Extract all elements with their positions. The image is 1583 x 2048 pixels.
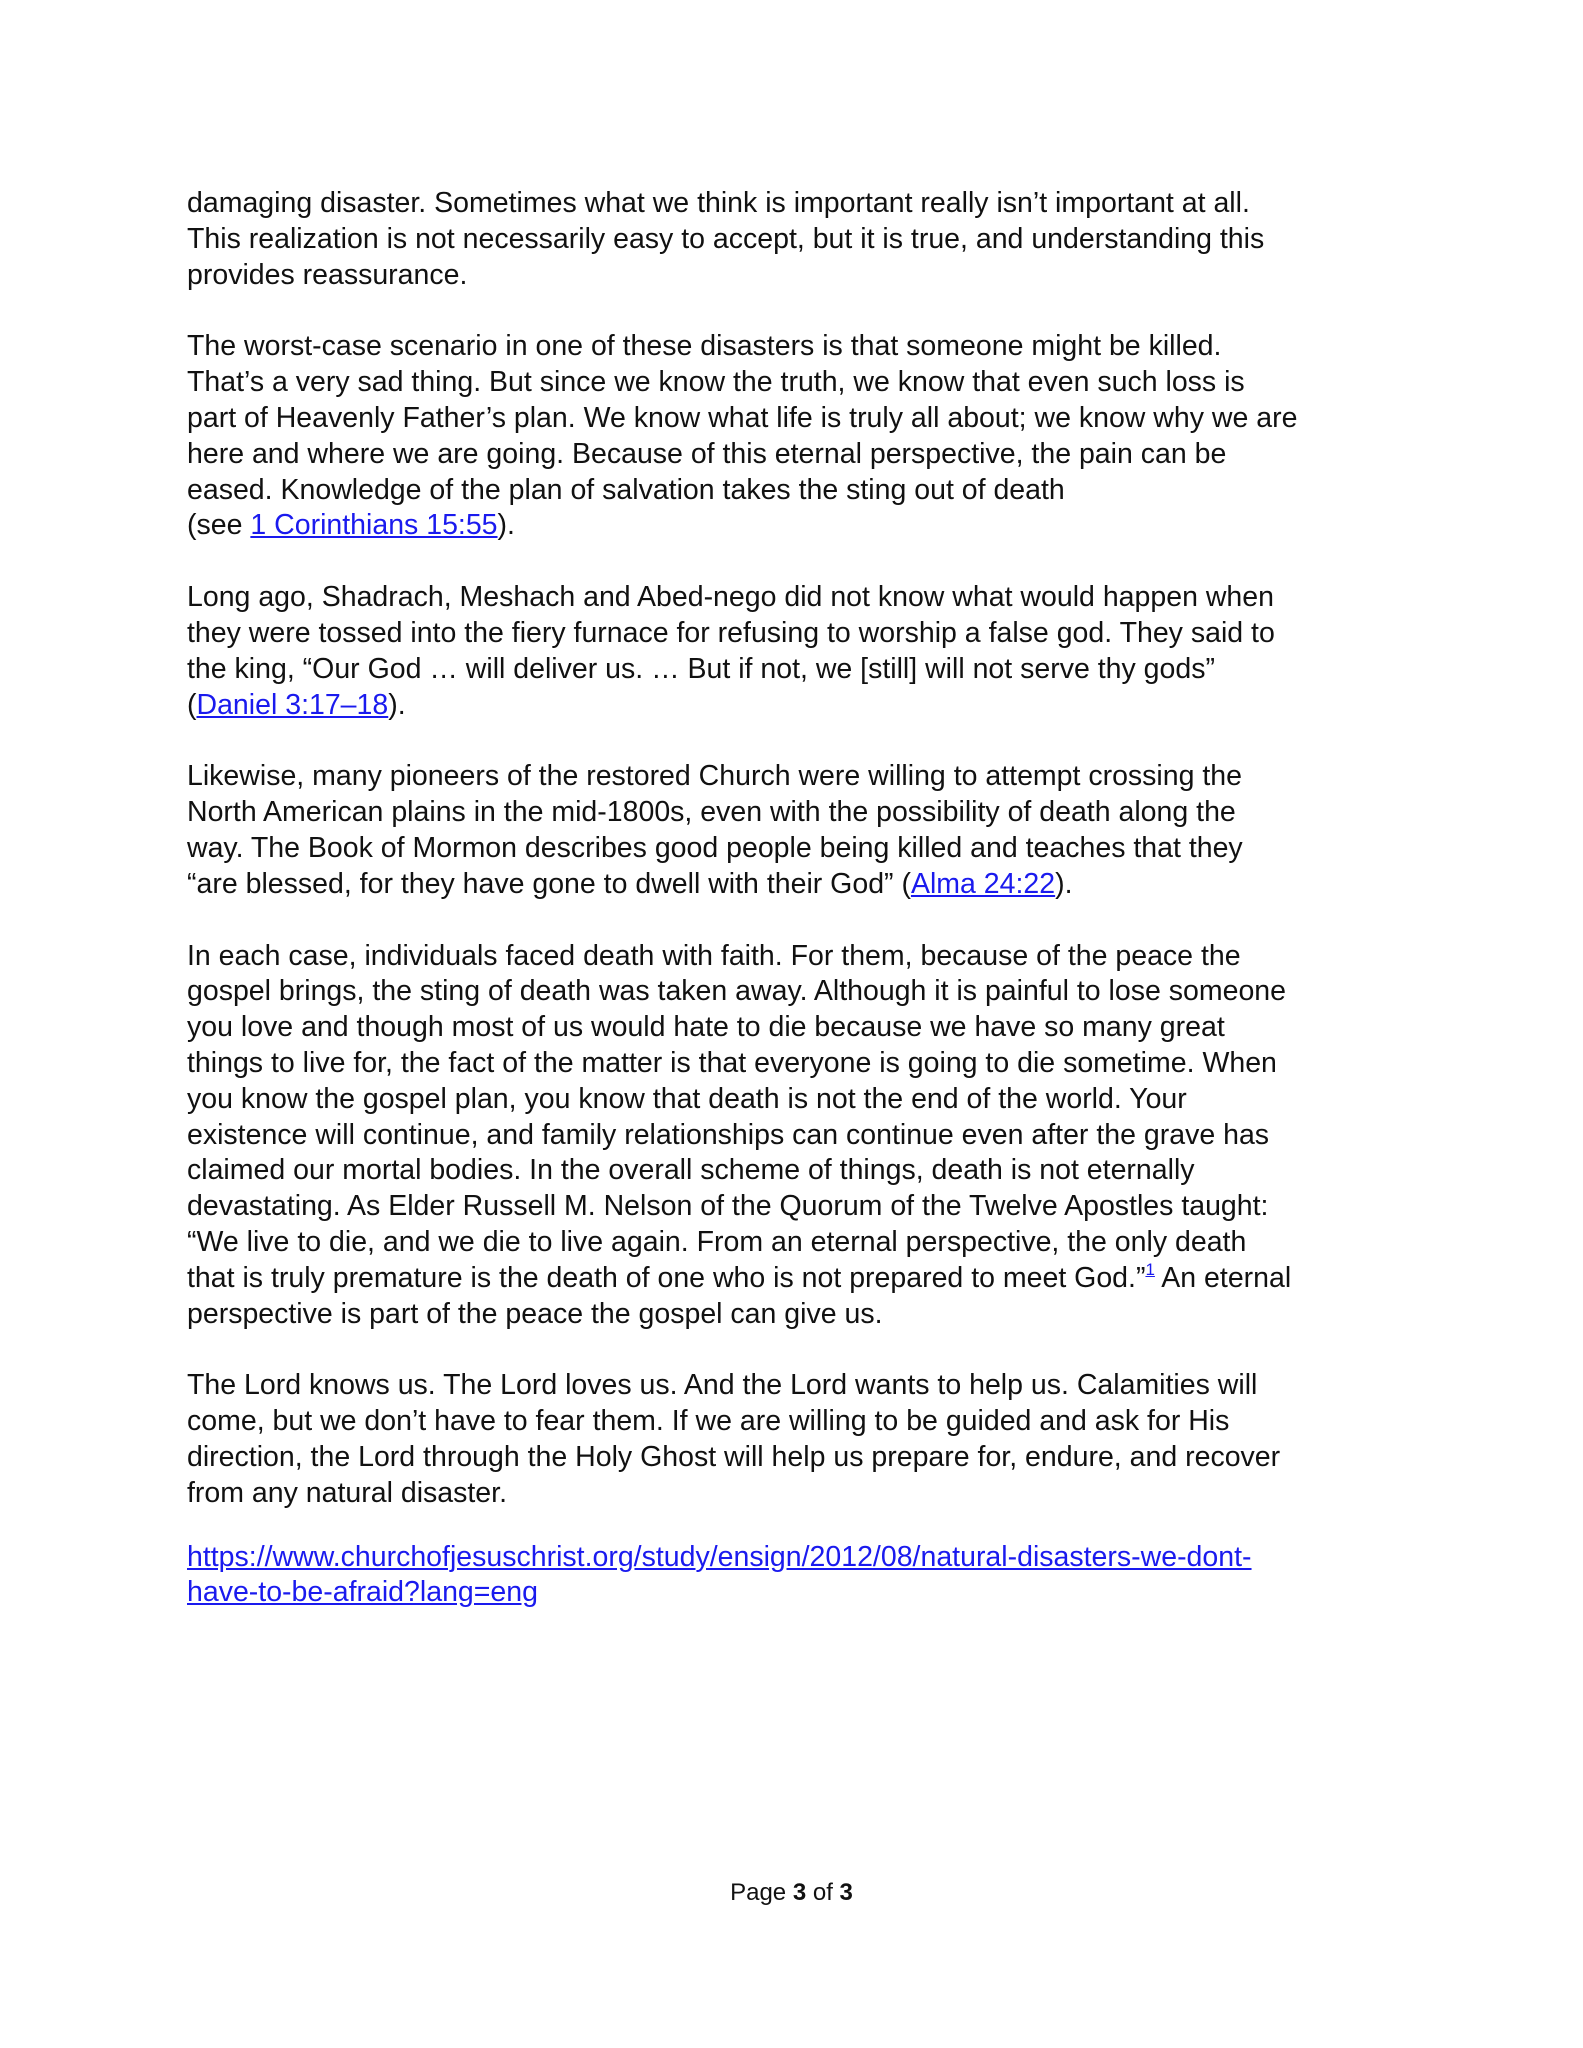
text-line: things to live for, the fact of the matter is that everyone is going to die sometime. When: [187, 1046, 1277, 1079]
text-line: The worst-case scenario in one of these disasters is that someone might be killed.: [187, 330, 1222, 363]
text-line: claimed our mortal bodies. In the overall scheme of things, death is not eternally: [187, 1154, 1195, 1187]
text-line: direction, the Lord through the Holy Ghost will help us prepare for, endure, and recover: [187, 1440, 1281, 1473]
text-line: existence will continue, and family relationships can continue even after the grave has: [187, 1118, 1270, 1151]
reference-suffix: ).: [497, 509, 515, 542]
reference-prefix: (: [187, 688, 197, 721]
text-line: provides reassurance.: [187, 258, 468, 291]
text-line: you love and though most of us would hate to die because we have so many great: [187, 1011, 1225, 1044]
text-line: from any natural disaster.: [187, 1476, 507, 1509]
footnote-line-tail: An eternal: [1154, 1261, 1292, 1294]
text-line: Likewise, many pioneers of the restored Church were willing to attempt crossing the: [187, 760, 1243, 793]
scripture-link-daniel[interactable]: Daniel 3:17–18: [196, 688, 389, 721]
text-line: you know the gospel plan, you know that death is not the end of the world. Your: [187, 1082, 1187, 1115]
text-line: perspective is part of the peace the gospel can give us.: [187, 1297, 883, 1330]
paragraph-3: [187, 580, 1427, 723]
reference-line: [187, 508, 1427, 544]
footnote-marker: [1145, 1254, 1154, 1281]
of-word: of: [812, 1879, 833, 1906]
text-line: they were tossed into the fiery furnace for refusing to worship a false god. They said to: [187, 616, 1275, 649]
text-line: eased. Knowledge of the plan of salvation takes the sting out of death: [187, 473, 1065, 506]
text-line: This realization is not necessarily easy to accept, but it is true, and understanding this: [187, 222, 1265, 255]
page-word: Page: [730, 1879, 787, 1906]
text-line: That’s a very sad thing. But since we know the truth, we know that even such loss is: [187, 366, 1245, 399]
source-url: [187, 1540, 1427, 1612]
total-pages-number: 3: [839, 1879, 853, 1906]
text-line: Long ago, Shadrach, Meshach and Abed-nego did not know what would happen when: [187, 581, 1274, 614]
reference-line: [187, 867, 1427, 903]
page-footer: [0, 1879, 1583, 1907]
reference-suffix: ).: [388, 688, 406, 721]
paragraph-2: [187, 329, 1427, 544]
text-line: gospel brings, the sting of death was taken away. Although it is painful to lose someone: [187, 975, 1286, 1008]
text-line: damaging disaster. Sometimes what we think is important really isn’t important at all.: [187, 187, 1250, 219]
reference-suffix: ).: [1055, 867, 1073, 900]
paragraph-6: [187, 1368, 1427, 1511]
paragraph-1: [187, 186, 1427, 293]
text-line: North American plains in the mid-1800s, even with the possibility of death along the: [187, 796, 1236, 829]
paragraph-4: [187, 759, 1427, 902]
text-line: come, but we don’t have to fear them. If we are willing to be guided and ask for His: [187, 1405, 1230, 1438]
text-line: here and where we are going. Because of this eternal perspective, the pain can be: [187, 437, 1227, 470]
reference-prefix: “are blessed, for they have gone to dwell with their God” (: [187, 867, 911, 900]
text-line: “We live to die, and we die to live again. From an eternal perspective, the only death: [187, 1225, 1247, 1258]
paragraph-5: [187, 939, 1427, 1333]
text-line: devastating. As Elder Russell M. Nelson of the Quorum of the Twelve Apostles taught:: [187, 1190, 1269, 1223]
scripture-link-1-corinthians[interactable]: 1 Corinthians 15:55: [250, 509, 498, 542]
source-url-link-line-2[interactable]: have-to-be-afraid?lang=eng: [187, 1576, 538, 1609]
text-line: The Lord knows us. The Lord loves us. And the Lord wants to help us. Calamities will: [187, 1369, 1258, 1402]
scripture-link-alma[interactable]: Alma 24:22: [910, 867, 1056, 900]
text-line: part of Heavenly Father’s plan. We know what life is truly all about; we know why we are: [187, 401, 1298, 434]
current-page-number: 3: [792, 1879, 807, 1906]
reference-line: [187, 688, 1427, 724]
text-line: the king, “Our God … will deliver us. … But if not, we [still] will not serve thy gods”: [187, 652, 1215, 685]
text-line: way. The Book of Mormon describes good people being killed and teaches that they: [187, 831, 1243, 864]
document-body: [187, 186, 1427, 1647]
footnote-link-1[interactable]: 1: [1145, 1259, 1155, 1279]
reference-prefix: (see: [187, 509, 251, 542]
footnote-line: [187, 1261, 1427, 1297]
source-url-link-line-1[interactable]: https://www.churchofjesuschrist.org/study/ensign/2012/08/natural-disasters-we-dont-: [187, 1540, 1252, 1573]
text-line: In each case, individuals faced death with faith. For them, because of the peace the: [187, 939, 1241, 972]
footnote-line-text: that is truly premature is the death of one who is not prepared to meet God.”: [187, 1261, 1146, 1294]
